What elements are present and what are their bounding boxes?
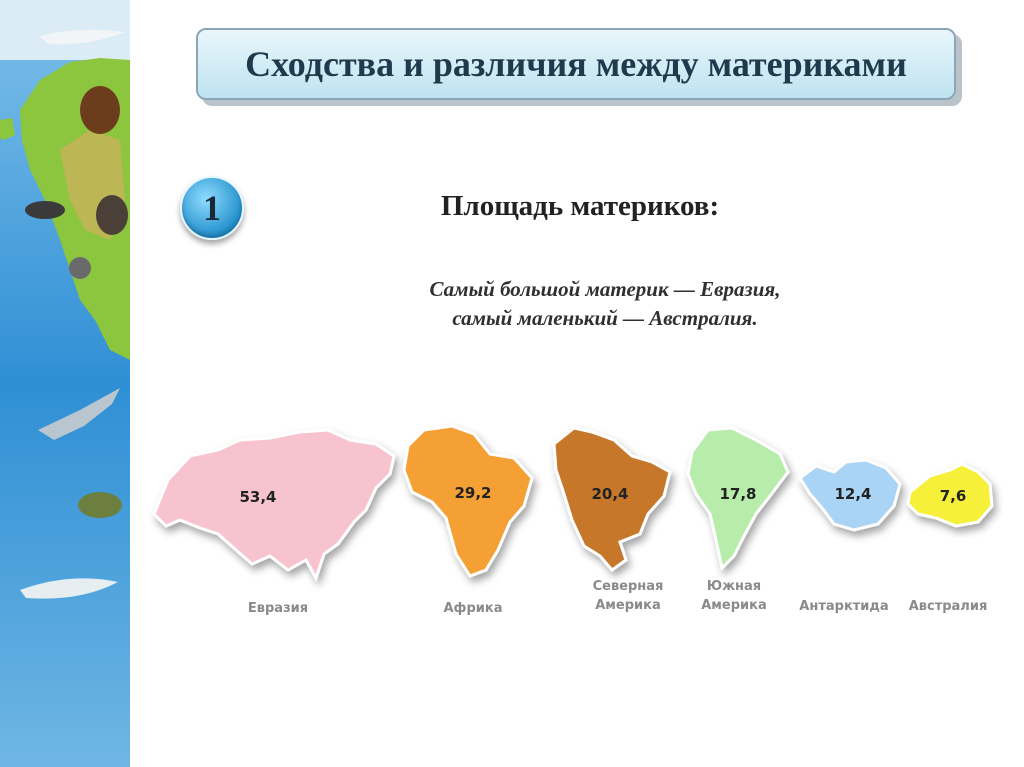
- map-illustration: [0, 0, 150, 767]
- slide-title: Сходства и различия между материками: [245, 44, 907, 84]
- south-america-value: 17,8: [719, 485, 757, 503]
- badge-number: 1: [203, 188, 221, 228]
- antarctica-value: 12,4: [834, 485, 872, 503]
- eurasia-label: Евразия: [247, 601, 309, 616]
- number-badge: [180, 176, 244, 240]
- south-america-label-line-1: Южная: [706, 579, 762, 594]
- subtitle-line-2: самый маленький — Австралия.: [452, 306, 758, 330]
- eurasia-value: 53,4: [239, 488, 277, 506]
- map-decoration: [0, 0, 150, 767]
- africa-value: 29,2: [454, 484, 492, 502]
- title-box: [196, 28, 956, 100]
- south-america-label-line-2: Америка: [701, 598, 767, 613]
- antarctica-label: Антарктида: [799, 599, 889, 614]
- australia-label: Австралия: [908, 599, 988, 614]
- subtitle-line-1: Самый большой материк — Евразия,: [429, 277, 781, 301]
- north-america-label-line-2: Америка: [595, 598, 661, 613]
- north-america-value: 20,4: [591, 485, 629, 503]
- section-heading: Площадь материков:: [440, 190, 720, 222]
- australia-value: 7,6: [939, 487, 967, 505]
- continents-illustration: [140, 410, 1010, 640]
- north-america-label-line-1: Северная: [592, 579, 664, 594]
- africa-label: Африка: [443, 601, 503, 616]
